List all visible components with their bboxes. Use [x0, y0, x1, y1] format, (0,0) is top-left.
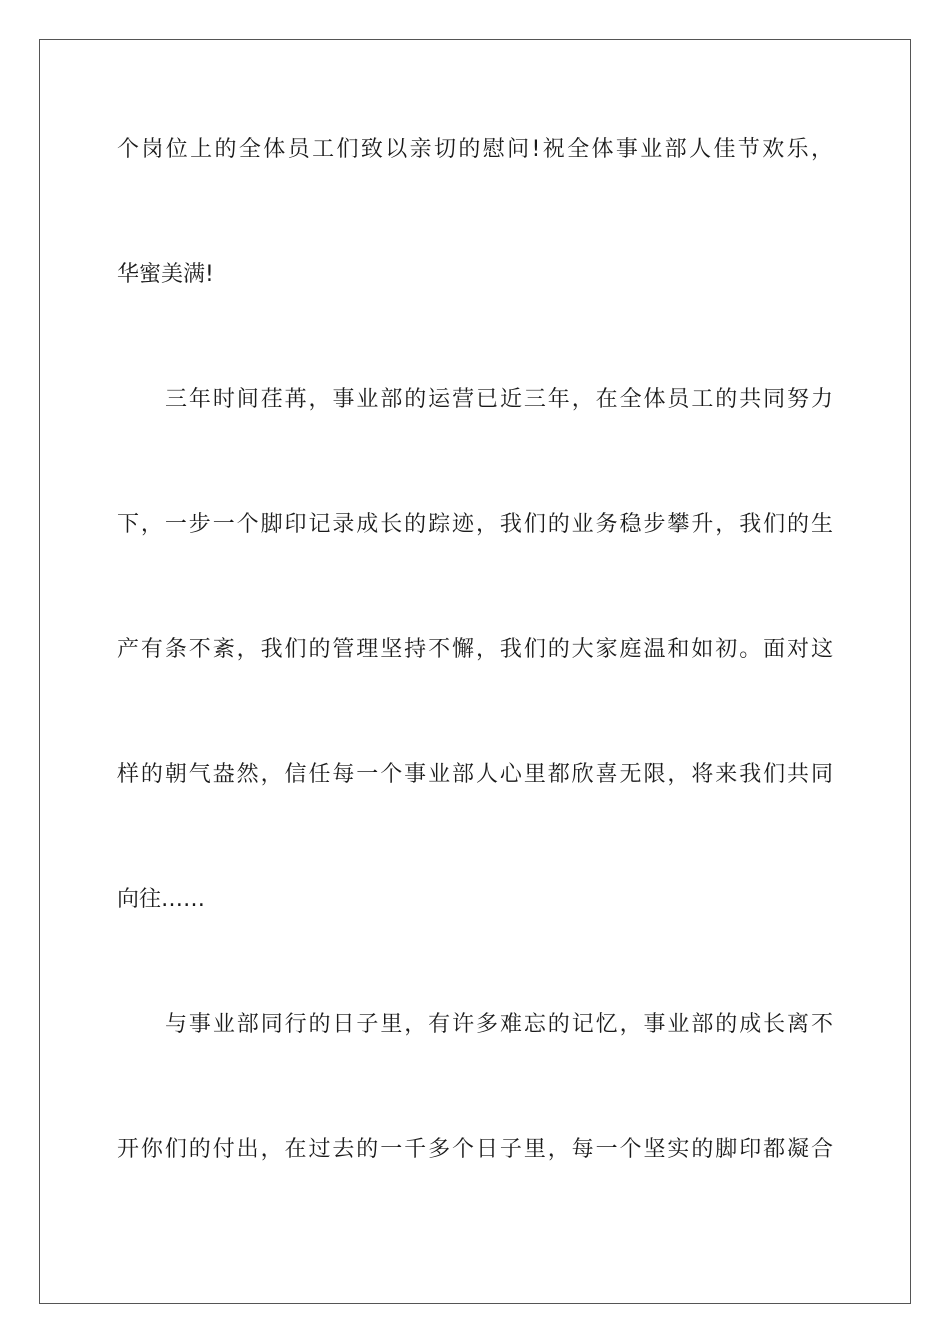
- text-line: 向往……: [117, 887, 206, 912]
- paragraph-start-line: 与事业部同行的日子里，有许多难忘的记忆，事业部的成长离不: [165, 1012, 833, 1037]
- text-line: 产有条不紊，我们的管理坚持不懈，我们的大家庭温和如初。面对这: [117, 637, 833, 662]
- text-line: 个岗位上的全体员工们致以亲切的慰问!祝全体事业部人佳节欢乐，: [117, 137, 833, 162]
- text-line: 下，一步一个脚印记录成长的踪迹，我们的业务稳步攀升，我们的生: [117, 512, 833, 537]
- page-frame: [39, 39, 911, 1304]
- text-line: 华蜜美满!: [117, 262, 214, 287]
- text-line: 开你们的付出，在过去的一千多个日子里，每一个坚实的脚印都凝合: [117, 1137, 833, 1162]
- text-line: 样的朝气盎然，信任每一个事业部人心里都欣喜无限，将来我们共同: [117, 762, 833, 787]
- paragraph-start-line: 三年时间荏苒，事业部的运营已近三年，在全体员工的共同努力: [165, 387, 833, 412]
